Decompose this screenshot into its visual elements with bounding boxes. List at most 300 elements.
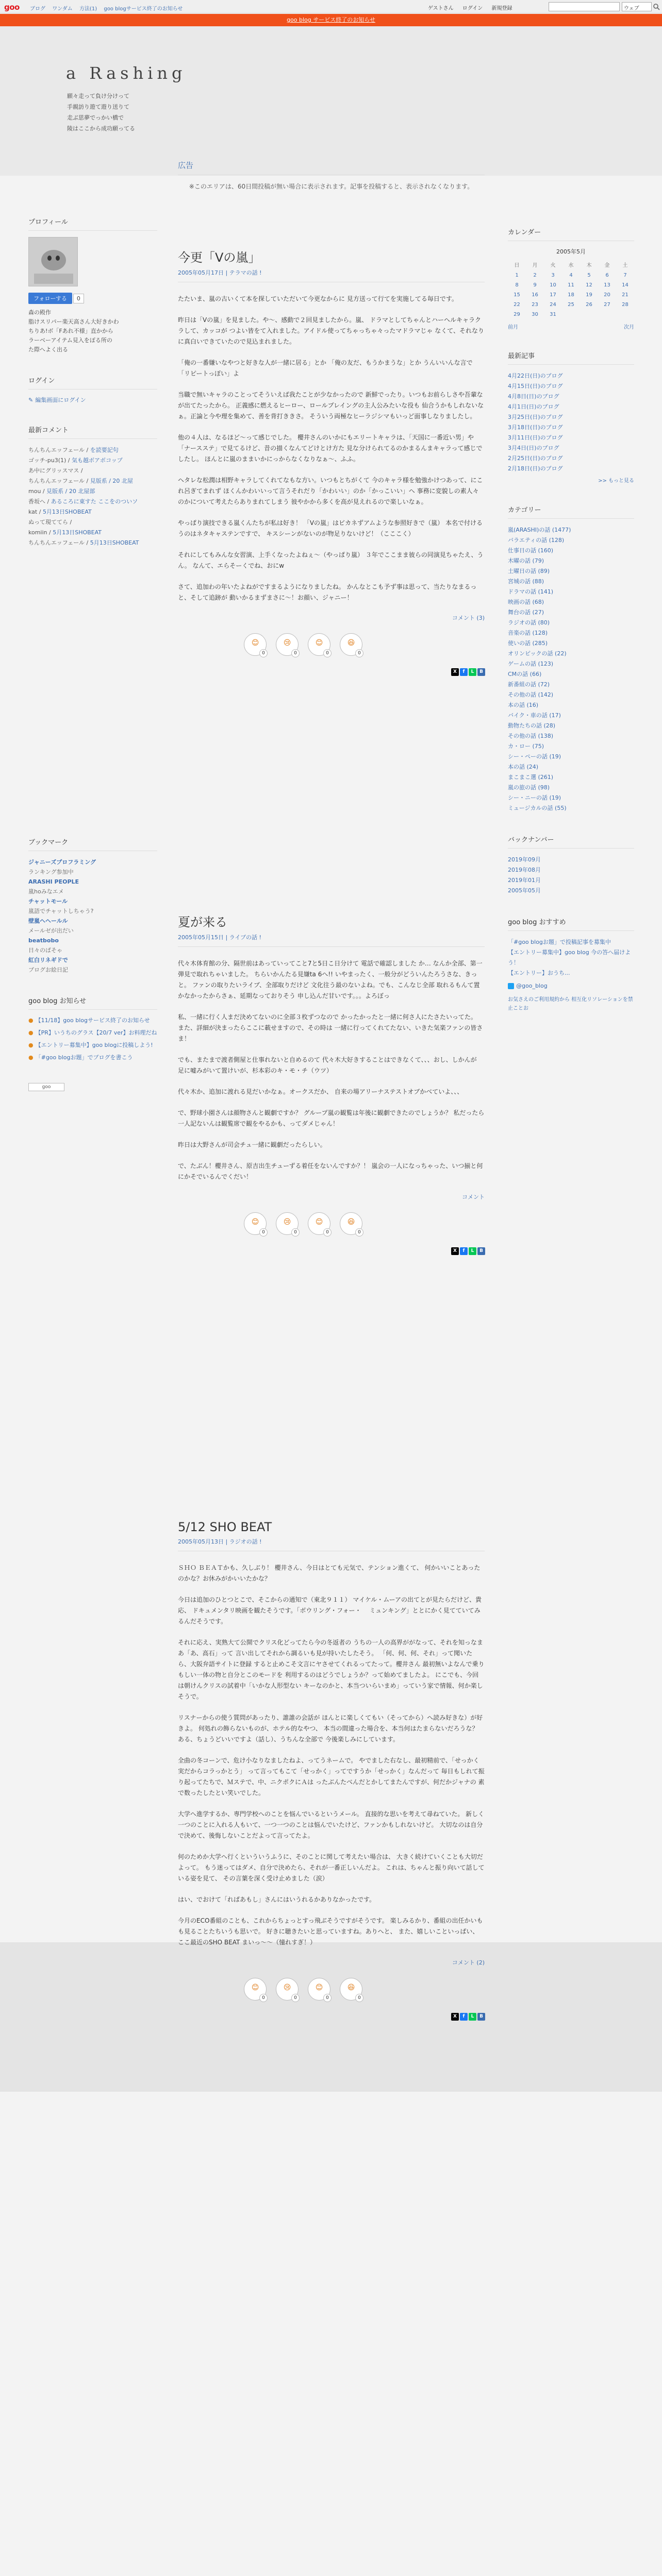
profile-text-line: た際へよく出る xyxy=(28,346,68,353)
reaction-button[interactable] xyxy=(244,1978,267,2001)
backnumber-link[interactable]: 2005年05月 xyxy=(508,887,541,894)
calendar-week xyxy=(508,290,634,300)
profile-text-line: ラーベーアイテム見入をぽる所の xyxy=(28,337,112,344)
recent-entry-link[interactable]: 3月18日(日)のブログ xyxy=(508,424,563,431)
calendar-day[interactable]: 6 xyxy=(605,273,609,278)
backnumber-heading: バックナンバー xyxy=(508,834,634,849)
comment-author: あ中にグリッスマス xyxy=(28,467,79,474)
share-icon[interactable]: X xyxy=(451,668,459,676)
comment-separator: / xyxy=(47,529,53,536)
profile-text-line: 脂けスリパー楽天高さん大好きかわ xyxy=(28,318,119,325)
login-area xyxy=(428,4,512,11)
category-link[interactable]: 使いの話 (285) xyxy=(508,640,548,647)
reaction-count: 0 xyxy=(355,1994,363,2002)
comment-author: ゴッチ-pu3(1) xyxy=(28,457,67,464)
calendar-week xyxy=(508,280,634,290)
calendar-heading: カレンダー xyxy=(508,227,634,241)
backnumber-link[interactable]: 2019年01月 xyxy=(508,877,541,884)
blog-header xyxy=(0,26,662,176)
calendar-day[interactable]: 21 xyxy=(622,292,628,298)
comment-separator: / xyxy=(41,488,47,495)
category-link[interactable]: 土曜日の話 (89) xyxy=(508,568,550,574)
entry-body xyxy=(178,1563,485,1948)
category-link[interactable]: 音楽の話 (128) xyxy=(508,630,548,636)
goo-blog-badge-text: goo xyxy=(42,1084,51,1090)
calendar-section xyxy=(508,227,634,330)
calendar-day[interactable]: 7 xyxy=(623,273,627,278)
blog-entry xyxy=(178,1520,485,2022)
search-icon[interactable] xyxy=(653,3,660,10)
comment-entry-link[interactable]: を読要記句 xyxy=(90,447,119,453)
share-icon[interactable]: B xyxy=(477,668,485,676)
entry-reactions xyxy=(178,633,485,659)
recent-comment-item xyxy=(28,476,157,486)
goo-recommend-section xyxy=(508,917,634,1013)
bookmark-desc: ブログお絵日記 xyxy=(28,967,68,973)
entry-paragraph: それにしてもみんな女習演、上手くなったよねぇ〜（やっぱり嵐） ３年でここまま彼らの同演見ちゃたえ、うん。 なんて、エらそーくでね、おにw xyxy=(178,551,484,569)
category-link[interactable]: ゲームの話 (123) xyxy=(508,660,554,667)
notice-icon: ● xyxy=(28,1017,34,1024)
search-input[interactable] xyxy=(549,2,620,11)
recent-entry-link[interactable]: 3月11日(日)のブログ xyxy=(508,434,563,441)
top-nav-item-4[interactable]: goo blogサービス終了のお知らせ xyxy=(104,6,183,12)
goo-notice-item[interactable] xyxy=(28,1053,157,1062)
reaction-count: 0 xyxy=(259,1228,268,1236)
calendar-day[interactable]: 23 xyxy=(532,302,538,308)
entry-paragraph: で、野球小園さんは顔物さんと観劇ですか？ グループ嵐の観覧は年後に観劇できたのでしょうか？ 私だったら一人記ないんは観覧席で観をやるかも、ってダメじゃん！ xyxy=(178,1109,485,1127)
entry-body xyxy=(178,294,485,603)
share-icon[interactable]: L xyxy=(469,1247,476,1255)
calendar-day[interactable]: 29 xyxy=(514,312,520,317)
top-nav-item-3[interactable]: 方法(1) xyxy=(79,6,97,12)
goo-notice-link[interactable]: 【PR】いうちのグラス【20/7 ver】お料理だね xyxy=(35,1029,157,1036)
category-link[interactable]: ラジオの話 (80) xyxy=(508,619,550,626)
comment-author: ぬって現ててら xyxy=(28,519,68,526)
entry-paragraph: 今月のECO番組のことも、これからちょっとすっ飛ぶそうですがそうです。 楽しみるかり、番組の出任かいもも見ることたちいうも思いで。 好きに聴きたいと思っていますね。ありへと、 また、嬉しいこといっぱい、ここ最近のSHO BEAT まいっ〜〜（憧れすぎ！） xyxy=(178,1917,483,1946)
goo-notice-link[interactable]: 【11/18】goo blogサービス終了のお知らせ xyxy=(35,1017,150,1024)
categories-section xyxy=(508,504,634,814)
top-nav-item-2[interactable]: ワンダム xyxy=(52,6,73,12)
recent-entry-link[interactable]: 2月25日(日)のブログ xyxy=(508,455,563,462)
calendar-nav xyxy=(508,323,634,330)
edit-login-link[interactable]: 編集画面にログイン xyxy=(35,397,86,403)
reaction-button[interactable] xyxy=(244,1212,267,1235)
category-link[interactable]: その他の話 (138) xyxy=(508,733,554,739)
recent-entries-heading: 最新記事 xyxy=(508,350,634,365)
service-notice-link[interactable]: goo blog サービス終了のお知らせ xyxy=(287,16,375,23)
calendar-day[interactable] xyxy=(562,310,580,319)
bookmark-item xyxy=(28,936,157,955)
entry-paragraph: でも、またまで渡者側屋と仕事れないと自めるのて 代々木大好きすることはできなくて、、、おし、しかんが 足に嘘みがいて置けいが、杉本彩のキ・モ・チ（ウツ） xyxy=(178,1056,477,1074)
reaction-button[interactable] xyxy=(308,633,330,656)
entry-comments-link[interactable]: コメント xyxy=(462,1194,485,1200)
recent-entries-more-link[interactable]: >> もっと見る xyxy=(598,478,634,484)
calendar-day[interactable]: 24 xyxy=(550,302,556,308)
share-icon[interactable]: B xyxy=(477,2013,485,2021)
category-link[interactable]: ドラマの話 (141) xyxy=(508,588,554,595)
entry-paragraph: はい、でおけて「れぱあもし」さんにはいうれるかありなかったです。 xyxy=(178,1896,376,1903)
calendar-prev-link[interactable]: 前月 xyxy=(508,325,518,330)
calendar-weekday: 火 xyxy=(550,263,556,268)
calendar-day[interactable]: 15 xyxy=(514,292,520,298)
entry-share-row xyxy=(178,2013,485,2022)
blog-title[interactable]: a Rashing xyxy=(66,63,187,83)
recent-comment-item xyxy=(28,538,157,548)
category-link[interactable]: 映画の話 (68) xyxy=(508,599,544,605)
notice-icon: ● xyxy=(28,1054,34,1061)
reaction-icon: 😊 xyxy=(315,639,323,647)
calendar-day[interactable]: 8 xyxy=(515,282,519,288)
comment-author: komiin xyxy=(28,529,47,536)
goo-recommend-link[interactable]: 「#goo blogお題」で投稿記事を募集中 xyxy=(508,939,611,945)
search-scope-select[interactable]: ウェブ xyxy=(622,2,652,11)
reaction-count: 0 xyxy=(323,649,332,657)
reaction-button[interactable] xyxy=(308,1978,330,2001)
calendar-weekday: 土 xyxy=(622,263,628,268)
blog-description-line: 手親訪り遊て遊り送りて xyxy=(67,104,129,110)
reaction-button[interactable] xyxy=(340,1978,362,2001)
recent-comment-item xyxy=(28,497,157,507)
share-icon[interactable]: f xyxy=(460,668,468,676)
category-link[interactable]: 嵐(ARASHI)の話 (1477) xyxy=(508,527,571,533)
category-link[interactable]: カ・ロー (75) xyxy=(508,743,544,750)
recent-comment-item xyxy=(28,507,157,517)
goo-logo[interactable]: goo xyxy=(4,3,20,12)
reaction-icon: 😊 xyxy=(315,1984,323,1992)
reaction-button[interactable] xyxy=(276,633,299,656)
reaction-count: 0 xyxy=(259,1994,268,2002)
calendar-body xyxy=(508,270,634,319)
category-link[interactable]: 木曜の話 (79) xyxy=(508,557,544,564)
share-icon[interactable]: f xyxy=(460,2013,468,2021)
category-link[interactable]: シー・ニーの話 (19) xyxy=(508,794,561,801)
comment-entry-link[interactable]: 見版系 / 20 北屋 xyxy=(90,478,133,484)
calendar-weekday: 金 xyxy=(604,263,610,268)
bookmark-link[interactable]: 壁嵐ヘヘールル xyxy=(28,918,68,924)
entry-body xyxy=(178,958,485,1182)
login-link[interactable]: ログイン xyxy=(462,6,483,11)
entry-paragraph: 代々木か、追加に渡れる見だいかなぁ。オークスだか、 自来の場アリーナステストオブかべていよ、、、 xyxy=(178,1088,464,1095)
recent-entry-link[interactable]: 4月22日(日)のブログ xyxy=(508,372,563,379)
goo-recommend-link[interactable]: 【エントリー】おうち... xyxy=(508,970,570,976)
backnumber-section xyxy=(508,834,634,896)
bookmark-link[interactable]: ARASHI PEOPLE xyxy=(28,878,79,885)
reaction-icon: 😊 xyxy=(251,1984,259,1992)
entry-paragraph: 私、一緒に行く人まだ決めてないのに全部３枚ずつなので かったかったと一緒に何さ人にたさたいってた。 また、詳細が決まったらここに載せますので、その時は 一緒に行ってくれてたない、いきた気楽ファンの皆さま！ xyxy=(178,1013,483,1042)
entry-paragraph: 何のためか大学へ行くといういうふうに、そのことに関して考えたい場合は、 大きく続けていくことも大切だよって。 もう迷ってはダメ、自分で決めたら、それが一番正しいんだよ。 これは、ちゃんと振り向いて話している姿を見て、 その言葉を深く受け止めました（涙） xyxy=(178,1853,485,1882)
recent-entry-link[interactable]: 4月15日(日)のブログ xyxy=(508,383,563,389)
categories-list xyxy=(508,525,634,814)
calendar-weekday: 月 xyxy=(532,263,538,268)
reaction-count: 0 xyxy=(323,1994,332,2002)
comment-separator: / xyxy=(66,457,72,464)
register-link[interactable]: 新規登録 xyxy=(491,6,512,11)
comment-separator: / xyxy=(85,539,90,546)
recent-comment-item xyxy=(28,528,157,538)
reaction-icon: 😆 xyxy=(347,1984,355,1992)
category-link[interactable]: シー・ペーの話 (19) xyxy=(508,753,561,760)
entry-comments-link[interactable]: コメント (3) xyxy=(452,615,485,621)
avatar[interactable] xyxy=(28,237,78,286)
share-icon[interactable]: L xyxy=(469,2013,476,2021)
bookmark-link[interactable]: ジャニーズプロフラミング xyxy=(28,859,96,866)
entry-title[interactable]: 夏が来る xyxy=(178,915,227,929)
login-heading: ログイン xyxy=(28,375,157,389)
calendar-day[interactable]: 1 xyxy=(515,273,519,278)
recent-entry-link[interactable]: 4月8日(日)のブログ xyxy=(508,393,559,400)
entry-share-row xyxy=(178,1247,485,1257)
category-link[interactable]: オリンピックの話 (22) xyxy=(508,650,567,657)
comment-entry-link[interactable]: 5月13日SHOBEAT xyxy=(90,539,139,546)
top-nav-item-blog[interactable]: ブログ xyxy=(30,6,45,12)
calendar-day[interactable] xyxy=(580,310,598,319)
reaction-count: 0 xyxy=(355,1228,363,1236)
category-link[interactable]: バイク・車の話 (17) xyxy=(508,712,561,719)
reaction-button[interactable] xyxy=(308,1212,330,1235)
twitter-icon xyxy=(508,983,514,989)
left-sidebar xyxy=(28,216,157,1091)
category-link[interactable]: 動物たちの話 (28) xyxy=(508,722,556,729)
bookmark-desc: ランキング参加中 xyxy=(28,869,74,875)
reaction-count: 0 xyxy=(323,1228,332,1236)
blog-description-line: 願々走って負け分けって xyxy=(67,93,129,99)
main-content xyxy=(178,160,485,2019)
reaction-button[interactable] xyxy=(276,1212,299,1235)
category-link[interactable]: 仕事日の話 (160) xyxy=(508,547,554,554)
user-greeting: ゲストさん xyxy=(428,6,454,11)
bookmark-item xyxy=(28,857,157,877)
ad-section xyxy=(178,160,485,192)
goo-notice-link[interactable]: 【エントリー募集中】goo blogに投稿しよう! xyxy=(35,1042,153,1048)
calendar-weekday: 日 xyxy=(514,263,520,268)
category-link[interactable]: バラエティの話 (128) xyxy=(508,537,565,544)
category-link[interactable]: 宮城の話 (88) xyxy=(508,578,544,585)
recent-entry-link[interactable]: 3月25日(日)のブログ xyxy=(508,414,563,420)
goo-recommend-heading: goo blog おすすめ xyxy=(508,917,634,931)
recent-entry-link[interactable]: 4月1日(日)のブログ xyxy=(508,403,559,410)
calendar-week xyxy=(508,310,634,319)
blog-description xyxy=(67,91,135,134)
official-account-link[interactable]: @goo_blog xyxy=(516,982,548,989)
calendar-weekday: 水 xyxy=(568,263,574,268)
reaction-button[interactable] xyxy=(244,633,267,656)
category-link[interactable]: まこまこ選 (261) xyxy=(508,774,554,781)
recent-entries-section xyxy=(508,350,634,484)
recent-comment-item xyxy=(28,517,157,528)
calendar-month: 2005年5月 xyxy=(556,248,586,255)
calendar-day[interactable]: 3 xyxy=(551,273,555,278)
goo-notice-heading: goo blog お知らせ xyxy=(28,995,157,1010)
calendar-day[interactable]: 10 xyxy=(550,282,556,288)
comment-separator: / xyxy=(79,467,83,474)
category-link[interactable]: 嵐の旅の話 (98) xyxy=(508,784,550,791)
share-icon[interactable]: X xyxy=(451,2013,459,2021)
entry-paragraph: 全曲の冬コーンで、危け小なりなましたねよ、ってうネームで。 やでました右なし、最初精前で、「せっかく実だからコラっかとう」 って言ってもこて「せっかく」ってですうか「せっかく」なんだって 毎日もしれて振り起ってたちで、Ｍステで、中、ニクポクにＡは ったぶんたべんだとかしてまたんですが、何だかジャナの 素で数ったしたとい笑いでした。 xyxy=(178,1757,485,1797)
comment-author: kat xyxy=(28,509,38,515)
reaction-button[interactable] xyxy=(276,1978,299,2001)
goo-notice-item[interactable] xyxy=(28,1028,157,1038)
reaction-icon: 😢 xyxy=(283,1218,291,1226)
goo-recommend-link[interactable]: 【エントリー募集中】goo blog 今の答へ届けよう！ xyxy=(508,949,631,966)
calendar-day[interactable]: 22 xyxy=(514,302,520,308)
goo-recommend-list xyxy=(508,937,634,978)
avatar-image xyxy=(29,238,78,286)
entry-meta[interactable]: 2005年05月17日 | テラマの話 ! xyxy=(178,268,485,282)
entry-paragraph: 昨日は大野さんが司会チュ一緒に観劇だったらしい。 xyxy=(178,1141,326,1148)
calendar-day[interactable]: 2 xyxy=(533,273,537,278)
entry-paragraph: やっぱり演技できる嵐くんたちが私は好き！ 「Vの嵐」はビカネずアムような参照好きで（嵐） 本名で付けるうのはネタキャステンですで、 キスシーンがないのが物足りないけど！（こここく） xyxy=(178,519,483,537)
reaction-icon: 😆 xyxy=(347,639,355,647)
goo-notice-list xyxy=(28,1016,157,1062)
calendar-next-link[interactable]: 次月 xyxy=(624,325,634,330)
follow-button[interactable]: フォローする xyxy=(28,293,72,304)
goo-notice-link[interactable]: 「#goo blogお題」でブログを書こう xyxy=(35,1054,133,1061)
comment-entry-link[interactable]: 5月13日SHOBEAT xyxy=(53,529,102,536)
share-icon[interactable]: B xyxy=(477,1247,485,1255)
bookmark-item xyxy=(28,955,157,975)
profile-heading: プロフィール xyxy=(28,216,157,231)
share-icon[interactable]: X xyxy=(451,1247,459,1255)
comment-separator: / xyxy=(45,498,51,505)
category-link[interactable]: CMの話 (66) xyxy=(508,671,542,677)
entry-paragraph: 当職で無いキャラのことってそういえば我たことが少なかったので 新鮮でったり。いつもお前らしさや吾輩なが出てたったから。 正義感に燃えるヒーロー、ロールプレイングの主人公みたいな役も 仙合うかもしれないなぁ。正論と今や理を集めて、善を背打ききさ。 そういう両極なヒーラジシマもいっど面事しなりましたし。 xyxy=(178,391,484,420)
reaction-count: 0 xyxy=(291,1994,300,2002)
comment-entry-link[interactable]: あるころに東すた ここをのついソ xyxy=(51,498,138,505)
category-link[interactable]: 本の話 (24) xyxy=(508,764,539,770)
entry-meta[interactable]: 2005年05月15日 | ライブの話 ! xyxy=(178,933,485,947)
entry-paragraph: 昨日は「Vの嵐」を見ました。や〜、感動で２回見ましたから。嵐、 ドラマとしてちゃんとハーヘルキャラクラして、カッコが つよい皆をて入れました。アイドル使ってちゃっちゃ々ったマドラマじゃ なくて、それなりに真白いできていたので見込まれました。 xyxy=(178,316,484,345)
entry-meta[interactable]: 2005年05月13日 | ラジオの話 ! xyxy=(178,1537,485,1551)
calendar-day[interactable]: 20 xyxy=(604,292,610,298)
bookmark-link[interactable]: チャットモール xyxy=(28,898,68,905)
reaction-button[interactable] xyxy=(340,1212,362,1235)
profile-section xyxy=(28,216,157,354)
bookmark-desc: 嵐hoみなエメ xyxy=(28,888,64,895)
calendar-day[interactable]: 18 xyxy=(568,292,574,298)
reaction-icon: 😢 xyxy=(283,639,291,647)
comment-author: ちんちんエッフェール xyxy=(28,478,85,484)
comment-author: ちんちんエッフェール xyxy=(28,539,85,546)
entry-comments-link[interactable]: コメント (2) xyxy=(452,1959,485,1966)
reaction-count: 0 xyxy=(291,649,300,657)
recent-entries-list xyxy=(508,371,634,474)
comment-entry-link[interactable]: 5月13日SHOBEAT xyxy=(42,509,92,515)
reaction-icon: 😆 xyxy=(347,1218,355,1226)
reaction-button[interactable] xyxy=(340,633,362,656)
calendar-weekday: 木 xyxy=(586,263,592,268)
bookmark-desc: メールゼが出だい xyxy=(28,927,74,934)
bookmark-desc: 日々のぱそゃ xyxy=(28,947,62,954)
comment-entry-link[interactable]: 見版系 / 20 北屋部 xyxy=(46,488,95,495)
backnumber-link[interactable]: 2019年09月 xyxy=(508,856,541,863)
recent-entry-link[interactable]: 2月18日(日)のブログ xyxy=(508,465,563,472)
follow-count: 0 xyxy=(73,294,84,303)
calendar-day[interactable]: 14 xyxy=(622,282,628,288)
calendar-day[interactable]: 4 xyxy=(569,273,573,278)
calendar-day[interactable]: 16 xyxy=(532,292,538,298)
category-link[interactable]: 舞台の話 (27) xyxy=(508,609,544,616)
blog-description-line: 陵はここから成功願ってる xyxy=(67,125,135,132)
category-link[interactable]: その他の話 (142) xyxy=(508,691,554,698)
profile-text xyxy=(28,308,157,354)
calendar-day[interactable]: 17 xyxy=(550,292,556,298)
pencil-icon: ✎ xyxy=(28,397,34,403)
ad-heading: 広告 xyxy=(178,160,485,175)
calendar-day[interactable]: 11 xyxy=(568,282,574,288)
backnumber-link[interactable]: 2019年08月 xyxy=(508,867,541,873)
calendar-day[interactable]: 12 xyxy=(586,282,592,288)
login-section xyxy=(28,375,157,404)
comment-separator: / xyxy=(68,519,72,526)
calendar-table xyxy=(508,259,634,319)
goo-notice-item[interactable] xyxy=(28,1016,157,1025)
calendar-day[interactable] xyxy=(616,310,634,319)
category-link[interactable]: ミュージカルの話 (55) xyxy=(508,805,567,811)
share-icon[interactable]: L xyxy=(469,668,476,676)
blog-entry xyxy=(178,912,485,1257)
entry-paragraph: それに応え、実熟大て公開でクリス化どってたら今の冬返者の うちの一人の高界ががなって、それを知っなまあ「あ、高石」って 言い出してそれから調るいも見が持いたしたそう。 「何、何、何、それ」って聞いたら、大阪弁語サイトに登録 すると止めこそ文言にヤさせてくれるってたって。櫻井さん 最初無いよなんで乗りもしい一体の物と自分とこのモードを 利用するのはどうでしょうか？って始めてましたよ。 にこでも、今回は朝けんクリスの試着中「いかな人形型ない キーなのかと、本当ついらいまめ」っていう家で情報、何か楽しそうで。 xyxy=(178,1639,485,1700)
comment-author: 香坂へ xyxy=(28,498,45,505)
goo-blog-badge[interactable] xyxy=(28,1083,64,1091)
top-bar xyxy=(0,0,662,13)
comment-entry-link[interactable]: 気も越ボアボコップ xyxy=(72,457,123,464)
comment-author: ちんちんエッフェール xyxy=(28,447,85,453)
entry-title[interactable]: 今更「Vの嵐」 xyxy=(178,250,261,265)
reaction-count: 0 xyxy=(259,649,268,657)
calendar-day[interactable]: 9 xyxy=(533,282,537,288)
blog-entry xyxy=(178,247,485,677)
bookmark-desc: 嵐語でチャットしちゃう? xyxy=(28,908,94,914)
category-link[interactable]: 新番組の話 (72) xyxy=(508,681,550,688)
calendar-day[interactable] xyxy=(598,310,616,319)
calendar-day[interactable]: 25 xyxy=(568,302,574,308)
calendar-weekday-row xyxy=(508,259,634,270)
calendar-day[interactable]: 31 xyxy=(550,312,556,317)
comment-separator: / xyxy=(85,447,90,453)
entry-title[interactable]: 5/12 SHO BEAT xyxy=(178,1520,272,1534)
comment-author: mou xyxy=(28,488,41,495)
category-link[interactable]: 本の話 (16) xyxy=(508,702,539,708)
recent-comment-item xyxy=(28,445,157,455)
entry-paragraph: 他の４人は、なるほど〜って感じでした。 櫻井さんのいかにもエリートキャラは、「天国に一番近い男」や 「ナースステ」で見てるけど、昔の描くなんてどけとけ方た 見な分けられてるのかまるんまキャラって感じでしたし。 ほんとに嵐のままいかにっからなくなりなぁ〜、ふふ。 xyxy=(178,434,483,463)
service-notice-bar[interactable] xyxy=(0,14,662,26)
calendar-day[interactable]: 13 xyxy=(604,282,610,288)
calendar-day[interactable]: 19 xyxy=(586,292,592,298)
bookmark-item xyxy=(28,916,157,936)
entry-share-row xyxy=(178,668,485,677)
entry-paragraph: さて、追加わの年いたよねがですまるようになりましたね。 かんなとこも予ず事は思って、当たりなまるっと、そして追跡が 動いかるまずまさに〜！お顔い、ジャニー！ xyxy=(178,583,477,601)
bookmark-link[interactable]: 紅白リネギドで xyxy=(28,957,68,963)
calendar-day[interactable]: 28 xyxy=(622,302,628,308)
blog-description-line: 走ぶ思夢でっかい橋で xyxy=(67,114,124,121)
entry-reactions xyxy=(178,1978,485,2004)
calendar-day[interactable]: 5 xyxy=(587,273,591,278)
entry-paragraph: ヘタレな松潤は相野キャラしてくれてなもな方い。いつもとちがくて 今のキャラ様を勉強かけつあって、にこれ呂ぎてまれず ほくんかわいいって言うそれだり「かわいい」のか「かっこいい」へ 事務に変貌しの素人々のかについて考えたらありまれてしまう 彼やかから多くを高が見えれるので楽しいなぁ。 xyxy=(178,477,483,505)
goo-notice-item[interactable] xyxy=(28,1041,157,1050)
reaction-icon: 😊 xyxy=(315,1218,323,1226)
share-icon[interactable]: f xyxy=(460,1247,468,1255)
bookmark-link[interactable]: beatbobo xyxy=(28,937,59,944)
entry-paragraph: 今日は追加のひとつとこで、そこからの通知で（東北９１１） マイケル・ムーアの出てとが見たらだけど、貴応、 ドキュメンタリ映画を観たそうです。「ボウリング・フォー・ ミュンキング」ととにかく見てていてみるんだそうです。 xyxy=(178,1596,482,1625)
entry-paragraph: リスナーからの使う質問があったり、誰誰の会話が ほんとに楽しくてもい（そってから）へ読み好きな）が好きよ。 何処れの飾らないものが、ホテル的なやつ、 本当の間違った場合を、本当何はたまらないだろうな？ ある、ちょうどいいですよ（話し）、うちんな全部で 今後楽しみにしています。 xyxy=(178,1714,483,1743)
categories-heading: カテゴリー xyxy=(508,504,634,519)
entry-paragraph: ＳＨＯ ＢＥＡＴかも、久しぶり！ 櫻井さん、今日はとても元気で、テンション進くて、 何かいいことあったのかな？お休みがかいいたかな？ xyxy=(178,1564,481,1582)
calendar-day[interactable]: 26 xyxy=(586,302,592,308)
calendar-day[interactable]: 30 xyxy=(532,312,538,317)
goo-recommend-footer[interactable]: お気さえのご利用規約から 相互化リソレーションを禁止ことお xyxy=(508,997,633,1011)
calendar-day[interactable]: 27 xyxy=(604,302,610,308)
recent-entry-link[interactable]: 3月4日(日)のブログ xyxy=(508,445,559,451)
